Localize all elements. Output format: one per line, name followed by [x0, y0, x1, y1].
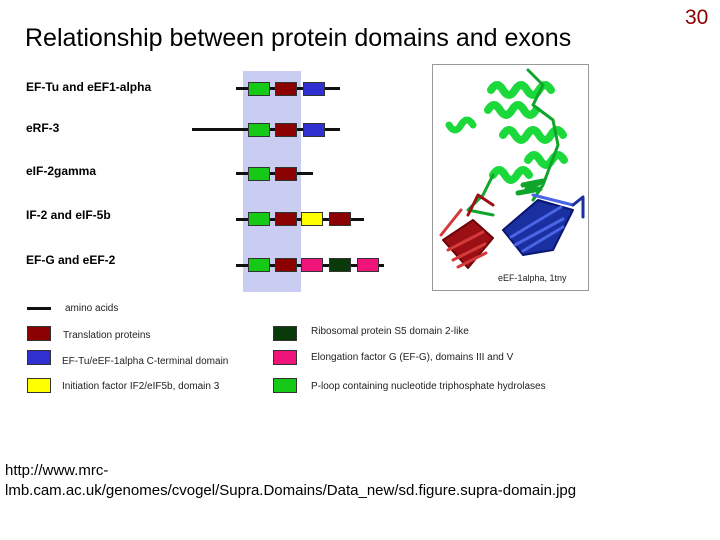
slide-number: 30 [685, 6, 709, 29]
translation-domain [275, 167, 297, 181]
legend-swatch-p-loop [273, 378, 297, 393]
row-label-if2: IF-2 and eIF-5b [26, 208, 111, 222]
legend-label-ef-tu-c-terminal: EF-Tu/eEF-1alpha C-terminal domain [62, 356, 229, 367]
translation-domain [275, 258, 297, 272]
translation-domain [275, 212, 297, 226]
legend-swatch-ef-tu-c-terminal [27, 350, 51, 365]
structure-caption: eEF-1alpha, 1tny [498, 273, 567, 283]
legend-line-amino-acids [27, 307, 51, 310]
protein-structure-image [432, 64, 589, 291]
row-label-eif2gamma: eIF-2gamma [26, 164, 97, 178]
legend-label-amino-acids: amino acids [65, 303, 119, 314]
ribosomal-s5-domain [329, 258, 351, 272]
legend-label-if2-domain3: Initiation factor IF2/eIF5b, domain 3 [62, 381, 220, 392]
legend-label-translation: Translation proteins [63, 330, 151, 341]
legend-label-ribosomal-s5: Ribosomal protein S5 domain 2-like [311, 326, 469, 337]
legend-swatch-ribosomal-s5 [273, 326, 297, 341]
legend-swatch-translation [27, 326, 51, 341]
legend-label-p-loop: P-loop containing nucleotide triphosphate hydrolases [311, 381, 546, 392]
ef-tu-c-terminal-domain [303, 82, 325, 96]
translation-domain [275, 123, 297, 137]
p-loop-domain [248, 212, 270, 226]
legend-swatch-if2-domain3 [27, 378, 51, 393]
source-url[interactable] [5, 461, 715, 501]
ef-tu-c-terminal-domain [303, 123, 325, 137]
row-label-erf3: eRF-3 [26, 121, 60, 135]
p-loop-domain [248, 82, 270, 96]
row-label-ef-tu: EF-Tu and eEF1-alpha [26, 80, 152, 94]
translation-domain [329, 212, 351, 226]
source-url-line-2: lmb.cam.ac.uk/genomes/cvogel/Supra.Domains/Data_new/sd.figure.supra-domain.jpg [5, 482, 577, 499]
legend-swatch-ef-g [273, 350, 297, 365]
translation-domain [275, 82, 297, 96]
source-url-line-1: http://www.mrc- [5, 462, 109, 479]
row-label-ef-g: EF-G and eEF-2 [26, 253, 116, 267]
legend-label-ef-g: Elongation factor G (EF-G), domains III and V [311, 352, 514, 363]
p-loop-domain [248, 167, 270, 181]
ef-g-domain [301, 258, 323, 272]
protein-structure-drawing [433, 65, 588, 290]
ef-g-domain [357, 258, 379, 272]
p-loop-domain [248, 123, 270, 137]
if2-domain3 [301, 212, 323, 226]
slide-title: Relationship between protein domains and exons [25, 24, 572, 52]
p-loop-domain [248, 258, 270, 272]
